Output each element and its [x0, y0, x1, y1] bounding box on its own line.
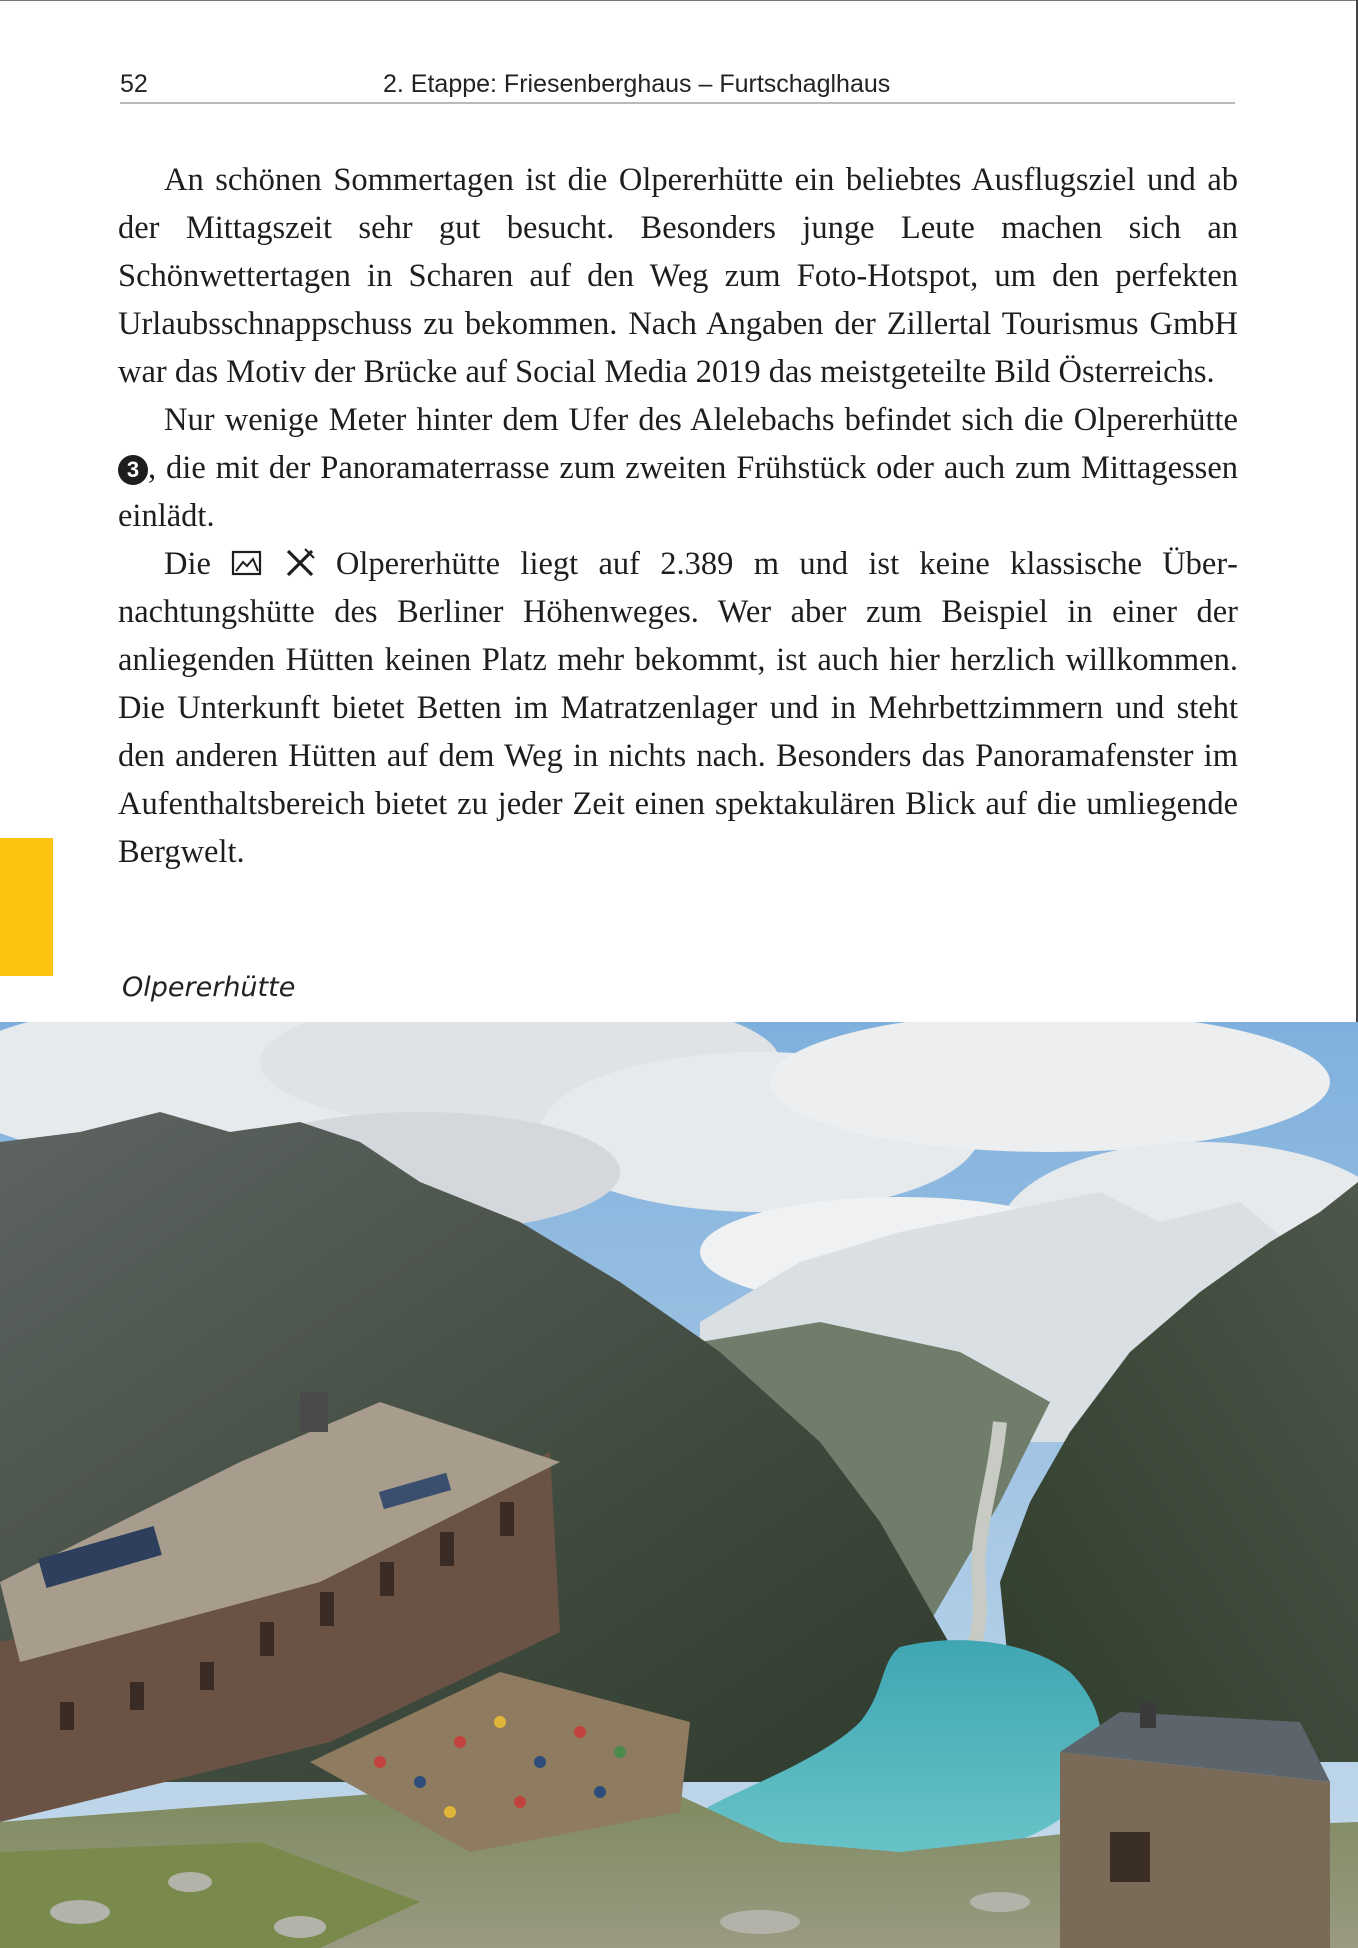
photo-olpererhuette [0, 1022, 1358, 1948]
paragraph-2 [118, 396, 1238, 540]
paragraph-2-text-a: Nur wenige Meter hinter dem Ufer des Alelebachs befindet sich die Olpererhütte [164, 402, 1238, 438]
hut-small [1060, 1702, 1330, 1948]
header-rule [120, 102, 1235, 104]
paragraph-1: An schönen Sommertagen ist die Olpererhütte ein beliebtes Ausflugsziel und ab der Mittagszeit sehr gut besucht. Besonders junge Leute machen sich an Schönwettertagen in Scharen auf den Weg zum Foto-Hotspot, um den perfekten Urlaubsschnappschuss zu bekommen. Nach Angaben der Zillertal Tourismus GmbH war das Motiv der Brücke auf Social Media 2019 das meistgeteilte Bild Österreichs. [118, 162, 1238, 390]
paragraph-2-text-b: , die mit der Panoramaterrasse zum zweiten Frühstück oder auch zum Mittagessen einlädt. [118, 450, 1238, 534]
page-number: 52 [120, 70, 148, 98]
photo-caption: Olpererhütte [122, 972, 296, 1003]
running-header [120, 70, 1235, 106]
chapter-tab [0, 838, 53, 976]
paragraph-3 [118, 540, 1238, 876]
paragraph-3-text: Olpererhütte liegt auf 2.389 m und ist keine klassische Übernachtungshütte des Berliner Höhenweges. Wer aber zum Beispiel in einer der anliegenden Hütten keinen Platz mehr bekommt, ist auch hier herzlich willkommen. Die Unterkunft bietet Betten im Matratzenlager und in Mehrbettzimmern und steht den anderen Hütten auf dem Weg in nichts nach. Besonders das Panoramafenster im Aufenthaltsbereich bietet zu jeder Zeit einen spektakulären Blick auf die umliegende Bergwelt. [118, 546, 1238, 870]
body-text [118, 156, 1238, 876]
paragraph-3-lead: Die [164, 546, 211, 582]
waypoint-marker-3: 3 [118, 455, 148, 485]
overnight-icon [231, 549, 263, 577]
page-border-top [0, 0, 1358, 1]
running-title: 2. Etappe: Friesenberghaus – Furtschaglhaus [383, 70, 891, 98]
restaurant-icon [284, 547, 316, 577]
